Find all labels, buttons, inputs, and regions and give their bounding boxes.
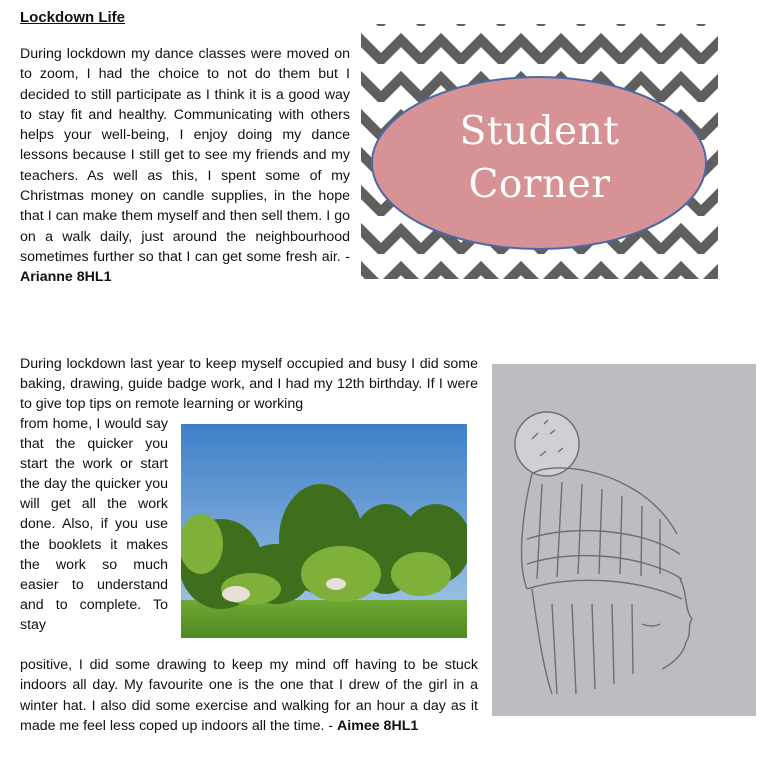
paragraph-aimee-top: During lockdown last year to keep myself occupied and busy I did some baking, drawing, guide badge work, and I had my 12th birthday. If I were to give top tips on remote learning or working	[20, 356, 478, 412]
banner-title-line2: Corner	[468, 162, 611, 207]
paragraph-arianne	[20, 44, 350, 288]
pencil-drawing-girl-in-winter-hat	[492, 364, 756, 716]
banner-title-line1: Student	[459, 109, 620, 154]
paragraph-aimee-left: from home, I would say that the quicker you start the work or start the day the quicker you will get all the work done. Also, if you use the booklets it makes the work so much easier to understand and to complete. To stay	[20, 416, 168, 633]
author-arianne: Arianne 8HL1	[20, 269, 112, 286]
student-corner-banner	[361, 24, 718, 279]
author-aimee: Aimee 8HL1	[337, 717, 419, 734]
park-trees-photo	[181, 424, 467, 638]
article-heading: Lockdown Life	[20, 9, 125, 26]
paragraph-arianne-text: During lockdown my dance classes were moved on to zoom, I had the choice to not do them but I decided to still participate as I think it is a good way to stay fit and healthy. Communicating with others helps your well-being, I enjoy doing my dance lessons because I still get to see my friends and my teachers. As well as this, I spent some of my Christmas money on candle supplies, in the hope that I can make them myself and then sell them. I go on a walk daily, just around the neighbourhood sometimes further so that I can get some fresh air. -	[20, 46, 350, 265]
paragraph-aimee-bottom-text: positive, I did some drawing to keep my mind off having to be stuck indoors all day. My favourite one is the one that I drew of the girl in a winter hat. I also did some exercise and walking for an hour a day as it made me feel less coped up indoors all the time. -	[20, 657, 478, 734]
paragraph-aimee-bottom	[20, 655, 478, 736]
